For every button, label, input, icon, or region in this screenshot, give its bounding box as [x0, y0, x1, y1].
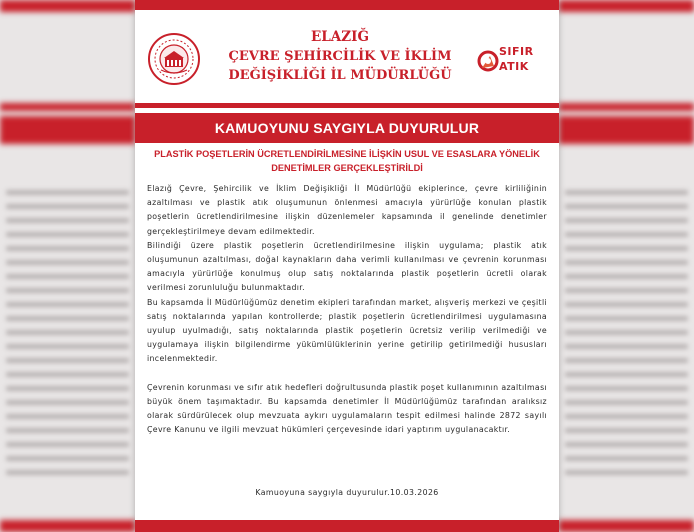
announcement-banner: [135, 113, 559, 143]
sifir-atik-logo: [477, 44, 551, 84]
header-title-line-3: DEĞİŞİKLİĞİ İL MÜDÜRLÜĞÜ: [228, 68, 452, 83]
paragraph-gap: [147, 367, 547, 381]
announcement-poster: [135, 0, 559, 532]
background-right-blur: [559, 0, 694, 532]
ministry-emblem-icon: [147, 32, 201, 86]
body-paragraph-2: Bilindiği üzere plastik poşetlerin ücretlendirilmesine ilişkin uygulama; plastik atık oluşumunun azaltılması, doğal kaynakların daha verimli kullanılması ve çevrenin korunması amacıyla yürürlüğe konulmuş olup satış noktalarında plastik poşetlerin ücretli olarak verilmesi zorunluluğu bulunmaktadır.: [147, 240, 547, 293]
divider-stripe: [135, 103, 559, 108]
body-paragraph-4: Çevrenin korunması ve sıfır atık hedefleri doğrultusunda plastik poşet kullanımının azaltılması büyük önem taşımaktadır. Bu kapsamda denetimler İl Müdürlüğümüz tarafından aralıksız olarak sürdürülecek olup mevzuata aykırı uygulamaların tespit edilmesi halinde 2872 sayılı Çevre Kanunu ve ilgili mevzuat hükümleri çerçevesinde idari yaptırım uygulanacaktır.: [147, 382, 547, 435]
top-red-bar: [135, 0, 559, 10]
body-paragraph-3: Bu kapsamda İl Müdürlüğümüz denetim ekipleri tarafından market, alışveriş merkezi ve çeşitli satış noktalarında yapılan kontrollerde; plastik poşetlerin ücretlendirilmesi uygulamasına uyulup uyulmadığı, satış noktalarında plastik poşetlerin ücretsiz verilip verilmediği ve uygulamaya ilişkin bilgilendirme yükümlülüklerinin yerine getirilip getirilmediği hususları incelenmektedir.: [147, 297, 547, 364]
background-left-blur: [0, 0, 135, 532]
header-title-line-2: ÇEVRE ŞEHİRCİLİK VE İKLİM: [228, 49, 452, 64]
sifir-atik-line-1: SIFIR: [499, 45, 534, 58]
sifir-atik-icon: [477, 48, 499, 74]
header-title-line-1: ELAZIĞ: [311, 29, 369, 45]
directorate-title: [205, 28, 475, 85]
bottom-red-bar: [135, 520, 559, 532]
announcement-subtitle: PLASTİK POŞETLERİN ÜCRETLENDİRİLMESİNE İLİŞKİN USUL VE ESASLARA YÖNELİK DENETİMLER GERÇEKLEŞTİRİLDİ: [154, 149, 540, 173]
body-paragraph-1: Elazığ Çevre, Şehircilik ve İklim Değişikliği İl Müdürlüğü ekiplerince, çevre kirliliğinin azaltılması ve plastik atık oluşumunun önlenmesi amacıyla yürürlüğe konulan plastik poşetlerin ücretlendirilmesine ilişkin düzenlemeler kapsamında il genelinde denetimler gerçekleştirilmeye devam edilmektedir.: [147, 184, 547, 236]
announcement-body: [147, 182, 547, 437]
closing-line: Kamuoyuna saygıyla duyurulur.10.03.2026: [255, 488, 439, 497]
sifir-atik-line-2: ATIK: [499, 60, 529, 73]
banner-title: KAMUOYUNU SAYGIYLA DUYURULUR: [214, 120, 480, 136]
poster-header: [135, 10, 559, 102]
